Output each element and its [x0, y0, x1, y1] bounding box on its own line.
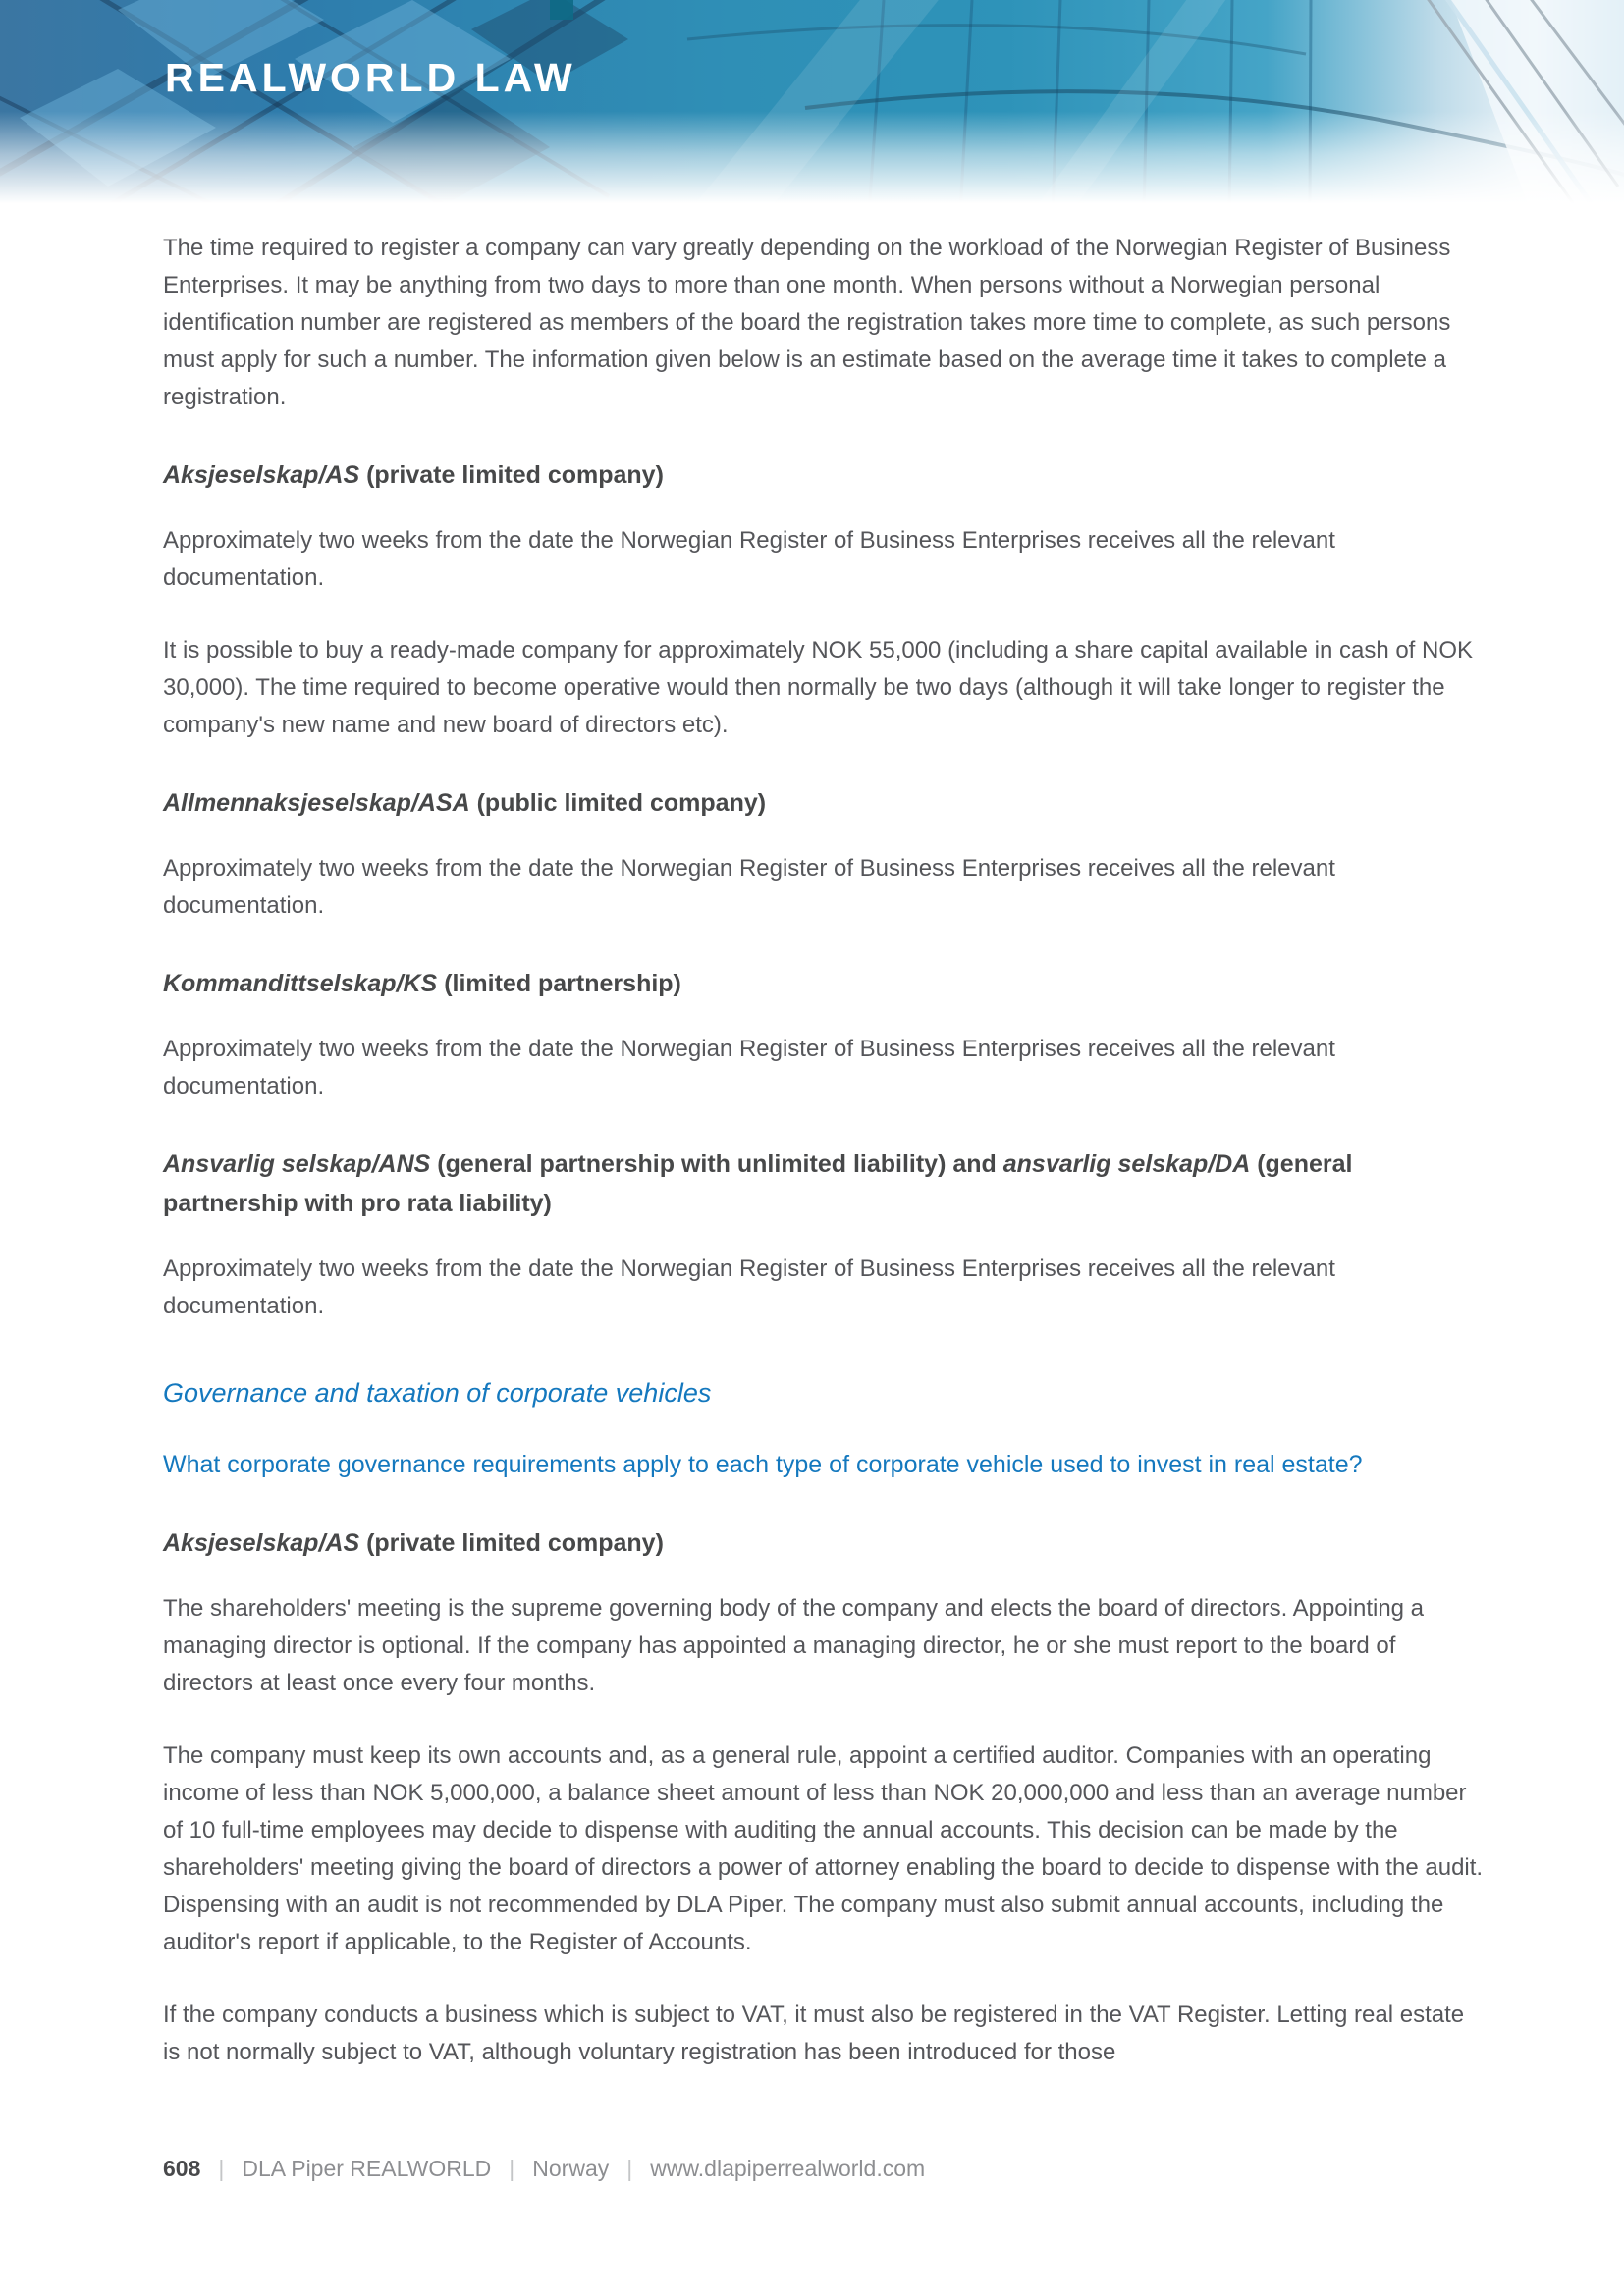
company-type-name: Allmennaksjeselskap/ASA: [163, 789, 470, 817]
company-type-description: (private limited company): [359, 461, 664, 489]
company-type-name: Kommandittselskap/KS: [163, 970, 438, 997]
question-governance-requirements: What corporate governance requirements apply to each type of corporate vehicle used to invest in real estate?: [163, 1451, 1363, 1478]
country-name: Norway: [532, 2156, 610, 2181]
intro-paragraph: The time required to register a company can vary greatly depending on the workload of the Norwegian Register of Business Enterprises. It may be anything from two days to more than one month. When persons without a Norwegian personal identification number are registered as members of the board the registration takes more time to complete, as such persons must apply for such a number. The information given below is an estimate based on the average time it takes to complete a registration.: [163, 235, 1451, 410]
paragraph-registration-time-ks: Approximately two weeks from the date the Norwegian Register of Business Enterprises receives all the relevant documentation.: [163, 1036, 1335, 1099]
company-type-description: (public limited company): [469, 789, 767, 817]
company-type-name: ansvarlig selskap/DA: [1002, 1150, 1251, 1178]
company-type-name: Aksjeselskap/AS: [163, 461, 360, 489]
company-type-description: (general partnership with unlimited liability) and: [430, 1150, 1003, 1178]
paragraph-registration-time-asa: Approximately two weeks from the date the Norwegian Register of Business Enterprises receives all the relevant documentation.: [163, 855, 1335, 919]
footer-separator: |: [218, 2156, 225, 2181]
company-type-name: Aksjeselskap/AS: [163, 1529, 360, 1557]
article-body: [163, 214, 1484, 2071]
paragraph-registration-time-as: Approximately two weeks from the date the Norwegian Register of Business Enterprises receives all the relevant documentation.: [163, 527, 1335, 591]
paragraph-registration-time-ans: Approximately two weeks from the date the Norwegian Register of Business Enterprises receives all the relevant documentation.: [163, 1255, 1335, 1319]
heading-ansvarlig-selskap: [163, 1145, 1484, 1223]
company-type-description: (limited partnership): [437, 970, 681, 997]
heading-aksjeselskap-as-governance: [163, 1523, 1484, 1563]
footer-separator: |: [509, 2156, 515, 2181]
website-link[interactable]: www.dlapiperrealworld.com: [650, 2156, 926, 2181]
paragraph-ready-made-company: It is possible to buy a ready-made company for approximately NOK 55,000 (including a share capital available in cash of NOK 30,000). The time required to become operative would then normally be two days (although it will take longer to register the company's new name and new board of directors etc).: [163, 637, 1474, 738]
page-footer: [163, 2156, 925, 2182]
header-banner: [0, 0, 1624, 214]
heading-aksjeselskap-as: [163, 455, 1484, 495]
publication-name: DLA Piper REALWORLD: [242, 2156, 492, 2181]
page-number: 608: [163, 2156, 201, 2181]
paragraph-vat-register: If the company conducts a business which is subject to VAT, it must also be registered in the VAT Register. Letting real estate is not normally subject to VAT, although voluntary registration has been introduced for those: [163, 2002, 1465, 2065]
publication-title: REALWORLD LAW: [165, 55, 576, 100]
footer-separator: |: [626, 2156, 633, 2181]
heading-kommandittselskap-ks: [163, 964, 1484, 1003]
company-type-description: (private limited company): [359, 1529, 664, 1557]
paragraph-shareholders-meeting: The shareholders' meeting is the supreme governing body of the company and elects the board of directors. Appointing a managing director is optional. If the company has appointed a managing director, he or she must report to the board of directors at least once every four months.: [163, 1595, 1425, 1696]
section-title-governance: Governance and taxation of corporate vehicles: [163, 1378, 712, 1408]
heading-allmennaksjeselskap-asa: [163, 783, 1484, 823]
company-type-name: Ansvarlig selskap/ANS: [163, 1150, 431, 1178]
paragraph-accounts-auditor: The company must keep its own accounts and, as a general rule, appoint a certified auditor. Companies with an operating income of less than NOK 5,000,000, a balance sheet amount of less than NOK 20,000,000 and less than an average number of 10 full-time employees may decide to dispense with auditing the annual accounts. This decision can be made by the shareholders' meeting giving the board of directors a power of attorney enabling the board to decide to dispense with the audit. Dispensing with an audit is not recommended by DLA Piper. The company must also submit annual accounts, including the auditor's report if applicable, to the Register of Accounts.: [163, 1742, 1484, 1955]
company-type-description: (general partnership with pro rata liability): [163, 1150, 1353, 1217]
glass-building-image: [0, 0, 1624, 214]
